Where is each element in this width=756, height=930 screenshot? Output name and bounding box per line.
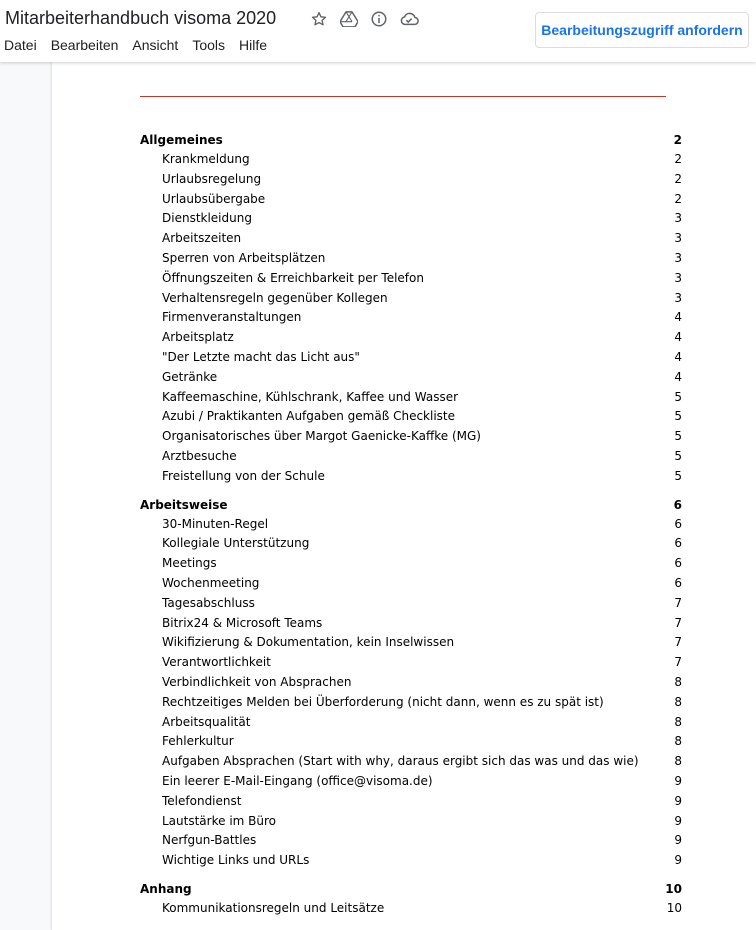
toc-entry-page: 6 [674,536,682,551]
toc-entry-page: 4 [674,349,682,364]
toc-entry[interactable] [140,792,682,812]
toc-heading-page: 6 [673,497,682,512]
toc-entry-title: Aufgaben Absprachen (Start with why, daraus ergibt sich das was und das wie) [162,754,639,769]
toc-entry-title: Lautstärke im Büro [162,813,276,828]
toc-entry-page: 5 [674,409,682,424]
toc-entry-title: Wochenmeeting [162,575,260,590]
toc-entry-title: Tagesabschluss [162,595,255,610]
toc-entry-page: 5 [674,389,682,404]
toc-entry-page: 5 [674,468,682,483]
toc-entry[interactable] [140,447,682,467]
toc-entry[interactable] [140,289,682,309]
toc-entry-title: "Der Letzte macht das Licht aus" [162,349,360,364]
toc-entry[interactable] [140,812,682,832]
toc-entry[interactable] [140,693,682,713]
toc-heading-title: Allgemeines [140,133,223,147]
drive-icon[interactable] [334,9,364,29]
toc-entry[interactable] [140,614,682,634]
toc-entry-title: Dienstkleidung [162,211,252,226]
info-icon[interactable] [364,9,394,29]
toc-heading-page: 2 [673,133,682,147]
toc-entry-page: 9 [674,773,682,788]
toc-entry-page: 9 [674,793,682,808]
toc-entry[interactable] [140,388,682,408]
toc-entry-title: Verbindlichkeit von Absprachen [162,674,352,689]
toc-entry[interactable] [140,574,682,594]
toc-entry-title: Verhaltensregeln gegenüber Kollegen [162,290,388,305]
toc-entry[interactable] [140,308,682,328]
toc-entry-page: 9 [674,833,682,848]
toc-entry-page: 6 [674,575,682,590]
toc-heading[interactable] [140,495,682,515]
toc-entry-title: Kollegiale Unterstützung [162,536,310,551]
toc-entry-title: 30-Minuten-Regel [162,516,269,531]
toc-entry[interactable] [140,851,682,871]
toc-entry-title: Meetings [162,556,217,571]
toc-entry-page: 5 [674,429,682,444]
toc-entry-title: Fehlerkultur [162,734,234,749]
toc-entry-page: 8 [674,694,682,709]
toc-entry[interactable] [140,328,682,348]
toc-entry[interactable] [140,249,682,269]
toc-heading-title: Arbeitsweise [140,497,228,512]
toc-entry[interactable] [140,209,682,229]
toc-entry-title: Nerfgun-Battles [162,833,257,848]
toc-entry-page: 7 [674,635,682,650]
toc-entry-title: Ein leerer E-Mail-Eingang (office@visoma.de) [162,773,433,788]
toc-entry-title: Organisatorisches über Margot Gaenicke-Kaffke (MG) [162,429,481,444]
toc-entry[interactable] [140,229,682,249]
toc-entry[interactable] [140,653,682,673]
toc-entry-page: 7 [674,615,682,630]
table-of-contents [140,130,682,919]
toc-entry-page: 4 [674,330,682,345]
toc-section [140,879,682,919]
toc-entry[interactable] [140,772,682,792]
docs-header [0,0,756,62]
document-canvas [0,62,756,930]
toc-entry-page: 6 [674,516,682,531]
menu-help[interactable]: Hilfe [239,37,268,53]
toc-entry[interactable] [140,190,682,210]
toc-entry-page: 9 [674,813,682,828]
toc-entry-title: Azubi / Praktikanten Aufgaben gemäß Checkliste [162,409,456,424]
menu-tools[interactable]: Tools [192,37,226,53]
toc-entry[interactable] [140,407,682,427]
toc-entry-title: Krankmeldung [162,152,250,166]
toc-entry-page: 8 [674,714,682,729]
toc-entry-title: Arztbesuche [162,448,237,463]
toc-entry-page: 2 [674,191,682,206]
toc-entry-title: Öffnungszeiten & Erreichbarkeit per Telefon [162,270,424,285]
toc-entry-title: Rechtzeitiges Melden bei Überforderung (nicht dann, wenn es zu spät ist) [162,694,604,709]
toc-entry[interactable] [140,752,682,772]
toc-entry[interactable] [140,594,682,614]
toc-entry[interactable] [140,348,682,368]
toc-entry[interactable] [140,368,682,388]
toc-entry[interactable] [140,713,682,733]
toc-entry-title: Wikifizierung & Dokumentation, kein Inselwissen [162,635,455,650]
menu-view[interactable]: Ansicht [132,37,179,53]
toc-entry-page: 3 [674,250,682,265]
toc-entry-page: 6 [674,556,682,571]
toc-heading-title: Anhang [140,881,192,896]
toc-entry-title: Arbeitsplatz [162,330,234,345]
toc-entry[interactable] [140,170,682,190]
toc-entry[interactable] [140,150,682,170]
toc-entry[interactable] [140,673,682,693]
toc-entry-title: Bitrix24 & Microsoft Teams [162,615,323,630]
toc-entry-page: 7 [674,655,682,670]
toc-entry-page: 8 [674,734,682,749]
toc-entry[interactable] [140,515,682,535]
cloud-icon[interactable] [394,9,424,29]
toc-entry-page: 8 [674,674,682,689]
toc-entry-page: 10 [666,900,682,915]
toc-entry[interactable] [140,554,682,574]
document-title[interactable]: Mitarbeiterhandbuch visoma 2020 [5,8,277,28]
toc-section [140,495,682,871]
menu-edit[interactable]: Bearbeiten [50,37,119,53]
title-icons [304,9,424,29]
menu-bar [4,37,281,53]
toc-heading[interactable] [140,879,682,899]
toc-entry-page: 3 [674,270,682,285]
toc-entry-page: 8 [674,754,682,769]
toc-entry-title: Getränke [162,369,218,384]
toc-entry[interactable] [140,427,682,447]
toc-entry-title: Arbeitszeiten [162,231,242,246]
toc-entry-title: Wichtige Links und URLs [162,853,310,868]
toc-entry-page: 5 [674,448,682,463]
toc-entry-title: Telefondienst [162,793,242,808]
toc-entry-page: 3 [674,290,682,305]
toc-entry[interactable] [140,899,682,919]
toc-entry[interactable] [140,467,682,487]
toc-entry-page: 7 [674,595,682,610]
red-divider-line [140,96,666,97]
toc-entry[interactable] [140,831,682,851]
toc-entry-page: 3 [674,231,682,246]
toc-entry-page: 4 [674,310,682,325]
request-edit-access-button[interactable]: Bearbeitungszugriff anfordern [535,12,749,48]
document-page [52,62,756,930]
toc-entry-title: Sperren von Arbeitsplätzen [162,250,326,265]
toc-heading[interactable] [140,130,682,150]
toc-entry-page: 2 [674,171,682,186]
toc-entry-title: Kommunikationsregeln und Leitsätze [162,900,385,915]
toc-entry[interactable] [140,534,682,554]
toc-entry-title: Firmenveranstaltungen [162,310,302,325]
toc-entry-title: Arbeitsqualität [162,714,251,729]
star-icon[interactable] [304,9,334,29]
toc-entry[interactable] [140,732,682,752]
toc-entry-page: 3 [674,211,682,226]
toc-entry[interactable] [140,633,682,653]
toc-entry-title: Urlaubsregelung [162,171,262,186]
toc-entry[interactable] [140,269,682,289]
toc-entry-title: Verantwortlichkeit [162,655,271,670]
toc-entry-page: 2 [674,152,682,166]
toc-entry-page: 9 [674,853,682,868]
toc-heading-page: 10 [665,881,682,896]
toc-entry-page: 4 [674,369,682,384]
toc-entry-title: Urlaubsübergabe [162,191,266,206]
menu-file[interactable]: Datei [4,37,37,53]
toc-entry-title: Freistellung von der Schule [162,468,325,483]
toc-entry-title: Kaffeemaschine, Kühlschrank, Kaffee und Wasser [162,389,459,404]
toc-section [140,130,682,487]
